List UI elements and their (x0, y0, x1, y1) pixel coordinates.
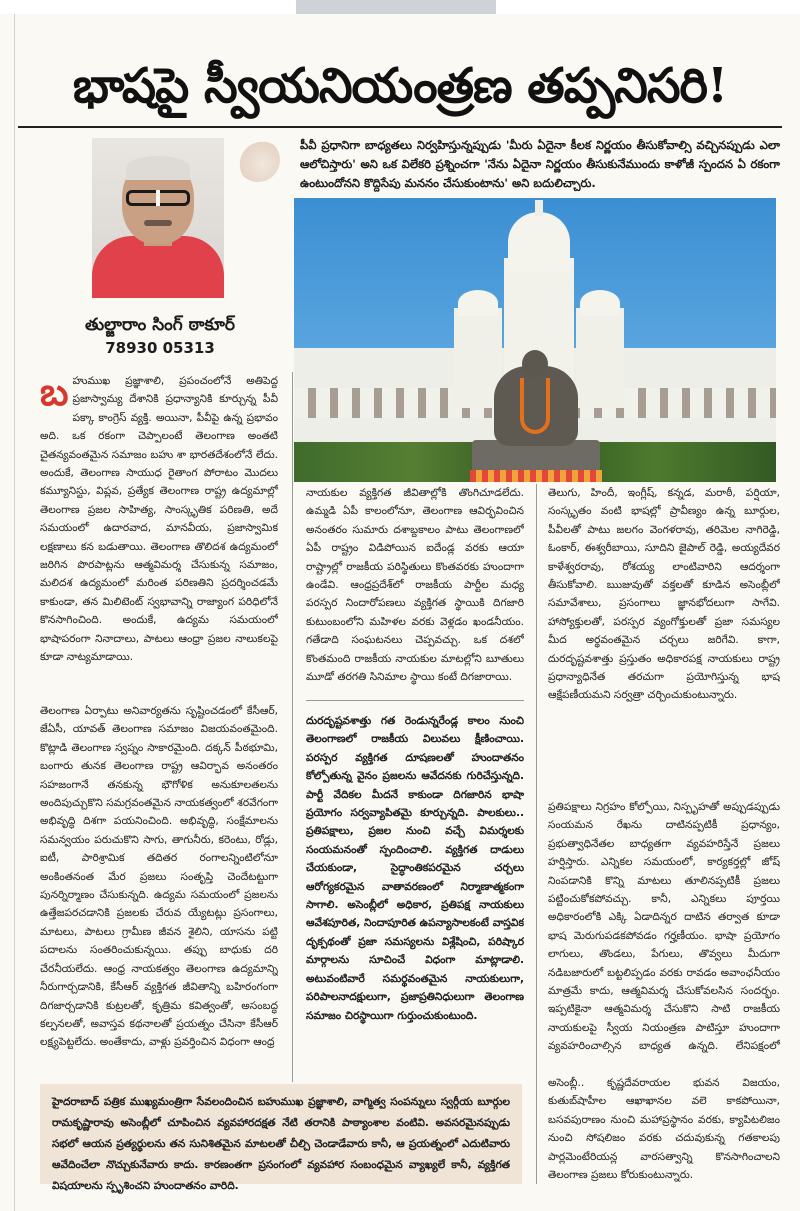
headline-rule (18, 126, 782, 128)
author-name: తుల్జారాం సింగ్ ఠాకూర్ (85, 315, 235, 335)
column-b-part2: దురదృష్టవశాత్తు గత రెండున్నరేండ్ల కాలం నుంచి తెలంగాణలో రాజకీయ విలువలు క్షీణించాయి. పరస్పర వ్యక్తిగత దూషణలతో హుందాతనం కోల్పోతున్న వైనం ప్రజలను ఆవేదనకు గురిచేస్తున్నది. పార్టీ వేదికల మీదనే కాకుండా దిగజారిన భాషా ప్రయోగం సర్వవ్యాపితమై కూర్చున్నది. పాలకులు.. ప్రతిపక్షాలు, ప్రజల నుంచి వచ్చే విమర్శలకు సంయమనంతో స్పందించాలి. వ్యక్తిగత దాడులు చేయకుండా, సైద్ధాంతికపరమైన చర్చలు ఆరోగ్యకరమైన వాతావరణంలో నిర్మాణాత్మకంగా సాగాలి. అసెంబ్లీలో అధికార, ప్రతిపక్ష నాయకులు ఆవేశపూరిత, నిందాపూరిత ఉపన్యాసాలకంటే వాస్తవిక దృక్పథంతో ప్రజా సమస్యలను విశ్లేషించి, పరిష్కార మార్గాలను సూచించే విధంగా మాట్లాడాలి. అటువంటివారే సమర్థవంతమైన నాయకులుగా, పరిపాలనాదక్షులుగా, ప్రజాప్రతినిధులుగా తెలంగాణ సమాజం చిరస్థాయిగా గుర్తుంచుకుంటుంది. (306, 715, 524, 1022)
intro-quote: పీవీ ప్రధానిగా బాధ్యతలు నిర్వహిస్తున్నప్పుడు 'మీరు ఏదైనా కీలక నిర్ణయం తీసుకోవాల్సి వచ్చినప్పుడు ఎలా ఆలోచిస్తారు' అని ఒక విలేకరి ప్రశ్నించగా 'నేను ఏదైనా నిర్ణయం తీసుకునేముందు కాళోజీ స్పందన ఏ రకంగా ఉంటుందోనని కొద్దిసేపు మననం చేసుకుంటాను' అని బదులిచ్చారు. (300, 138, 780, 190)
column-divider (292, 372, 293, 1082)
assembly-photo (294, 198, 776, 482)
column-c-part2: ప్రతిపక్షాలు నిగ్రహం కోల్పోయి, నిస్పృహతో అప్పుడప్పుడు సంయమన రేఖను దాటినప్పటికీ ప్రధాన్యం, ప్రభుత్వాధినేతల బాధ్యతగా వ్యవహరిస్తేనే ప్రజలు హర్షిస్తారు. ఎన్నికల సమయంలో, కార్యకర్తల్లో జోష్ నింపడానికి కొన్ని మాటలు తూలినప్పటికీ ప్రజలు పట్టించుకోకపోవచ్చు. కానీ, ఎన్నికలు పూర్తయి అధికారంలోకి ఎక్కి ఏడాదిన్నర దాటిన తర్వాత కూడా భాష మెరుగుపడకపోవడం గర్హణీయం. భాషా ప్రయోగం లాగులు, తొండలు, పేగులు, తొవ్వలు మీదుగా నడిబజారులో బట్టలిప్పడం వరకు రావడం అవాంఛనీయం మాత్రమే కాదు, ఆత్మవిమర్శ చేసుకోవలసిన సందర్భం. ఇప్పటికైనా ఆత్మవిమర్శ చేసుకొని సాటి రాజకీయ నాయకులపై స్వీయ నియంత్రణ పాటిస్తూ హుందాగా వ్యవహరించాల్సిన బాధ్యత ఉన్నది. లేనిపక్షంలో (548, 801, 780, 1053)
headline: భాషపై స్వీయనియంత్రణ తప్పనిసరి! (72, 58, 728, 114)
author-photo (92, 138, 224, 298)
column-c-part3: అసెంబ్లీ.. కృష్ణదేవరాయల భువన విజయం, కుతుబ్‌షాహీల ఆఖాఖానల వలె కాకపోయినా, బసవపురాణం నుంచి మహాప్రస్థానం వరకు, క్యాపిటలిజం నుంచి సోషలిజం వరకు చదువుకున్న గతకాలపు పార్లమెంటేరియన్ల వారసత్వాన్ని కొనసాగించాలని తెలంగాణ ప్రజలు కోరుకుంటున్నారు. (548, 1077, 780, 1182)
page-border (14, 14, 15, 1211)
quote-mark-icon (236, 138, 280, 182)
column-a-part1 (40, 372, 278, 674)
callout-box (40, 1084, 522, 1192)
top-bar (0, 0, 800, 14)
column-b-rule (306, 700, 524, 701)
column-b-part1: నాయకుల వ్యక్తిగత జీవితాల్లోకి తొంగిచూడలేదు. ఉమ్మడి ఏపీ కాలంలోనూ, తెలంగాణ ఆవిర్భవించిన అనంతరం సుమారు దశాబ్దకాలం పాటు తెలంగాణలో ఏపీ రాష్ట్రం విడిపోయిన ఐదేండ్ల వరకు ఆయా రాష్ట్రాల్లో రాజకీయ పరిస్థితులు కొంతవరకు హుందాగా ఉండేవి. ఆంధ్రప్రదేశ్‌లో రాజకీయ పార్టీల మధ్య పరస్పర నిందారోపణలు వ్యక్తిగత స్థాయికి దిగజారి కుటుంబంలోని మహిళల వరకు వెళ్లడం ఖండనీయం. గతేడాది సంఘటనలు చెప్పవచ్చు. ఒక దశలో కొంతమంది రాజకీయ నాయకుల మాటల్లోని బూతులు మూడో తరగతి సినిమాల స్థాయి కంటే దిగజారాయి. (306, 487, 524, 684)
author-phone: 78930 05313 (105, 339, 215, 357)
column-a-part2: తెలంగాణ ఏర్పాటు అనివార్యతను సృష్టించడంలో కేసీఆర్, జేఏసీ, యావత్ తెలంగాణ సమాజం విజయవంతమైంది. కొట్లాడి తెలంగాణ స్వప్నం సాకారమైంది. దక్కన్ పీఠభూమి, బంగారు తునక తెలంగాణ రాష్ట్ర ఆవిర్భావ అనంతరం సహజంగానే తనకున్న భౌగోళిక అనుకూలతలను అందిపుచ్చుకొని సమగ్రవంతమైన నాయకత్వంలో శరవేగంగా అభివృద్ధి దిశగా పయనించింది. అభివృద్ధి, సంక్షేమాలను సమన్వయం పరుచుకొని సాగు, తాగునీరు, కరెంటు, రోడ్లు, ఐటీ, పారిశ్రామిక తదితర రంగాలన్నింటిలోనూ అంకింతనంత మేర ప్రజలు సంతృప్తి చెందేటట్టుగా పునర్నిర్మాణం చేసుకున్నది. ఉద్యమ సమయంలో ప్రజలను ఉత్తేజపరచడానికి ప్రజలకు చేరువ య్యేటట్లు ప్రసంగాలు, మాటలు, పాటలు గ్రామీణ జీవన శైలిని, యాసను పట్టి పదాలను సంతరించుకున్నయి. తప్పు బాధుకు దరి చేరనీయలేదు. ఆంధ్ర నాయకత్వం తెలంగాణ ఉద్యమాన్ని నీరుగార్చడానికి, కేసీఆర్ వ్యక్తిగత జీవితాన్ని బహిరంగంగా దిగజార్చడానికి కుట్రలతో, కృత్రిమ కవిత్వంతో, అసంబద్ధ కల్పనలతో, అవాస్తవ కథనాలతో ప్రయత్నం చేసినా కేసీఆర్ లక్ష్యపెట్టలేదు. అంతేకాదు, వాళ్లు ప్రవర్తించిన విధంగా ఆంధ్ర (40, 705, 278, 1049)
callout-text: హైదరాబాద్ పత్రిక ముఖ్యమంత్రిగా సేవలందించిన బహుముఖ ప్రజ్ఞాశాలి, వాగ్మిత్వ సంపన్నులు స్వర్గీయ బూర్గుల రామకృష్ణారావు అసెంబ్లీలో చూపించిన వ్యవహారదక్షత నేటి తరానికి పాఠ్యాంశాల వంటివి. అవసరమైనప్పుడు సభలో ఆయన ప్రత్యర్థులను తన సునిశితమైన మాటలతో చీల్చి చెండాడేవారు కానీ, ఆ ప్రయత్నంలో ఎదుటివారు ఆవేదించేలా నొచ్చుకునేవారు కాదు. కారణంతగా ప్రసంగంలో వ్యవహార సంబంధమైన వ్యాఖ్యలే కానీ, వ్యక్తిగత విషయాలను స్పృశించని హుందాతనం వారిది. (52, 1096, 510, 1192)
top-tab (296, 0, 496, 14)
drop-cap: బ (40, 372, 69, 414)
column-c-part1: తెలుగు, హిందీ, ఇంగ్లీష్, కన్నడ, మరాఠీ, పర్షియా, సంస్కృతం వంటి భాషల్లో ప్రావీణ్యం ఉన్న బూర్గుల, పీవీలతో పాటు జలగం వెంగళరావు, తరిమెల నాగిరెడ్డి, ఓంకార్, ఈశ్వరీబాయి, సూదిని జైపాల్ రెడ్డి, అయ్యదేవర కాళేశ్వరరావు, రోశయ్య లాంటివారిని ఆదర్శంగా తీసుకోవాలి. ఋజువుతో వక్తలతో కూడిన అసెంబ్లీలో సమావేశాలు, ప్రసంగాలు జ్ఞానభోదలుగా సాగేవి. హాస్యోక్తులతో, పరస్పర వ్యంగోక్తులతో ప్రజా సమస్యల మీద అర్థవంతమైన చర్చలు జరిగేవి. కాగా, దురదృష్టవశాత్తు ప్రస్తుతం అధికారపక్ష నాయకులు రాష్ట్ర ప్రధాన్యాధినేత తరచుగా ప్రయోగిస్తున్న భాష ఆక్షేపణీయమని సర్వత్రా చర్చించుకుంటున్నారు. (548, 487, 780, 702)
column-divider (536, 484, 537, 1184)
column-a1-text: హుముఖ ప్రజ్ఞాశాలి, ప్రపంచంలోనే అతిపెద్ద ప్రజాస్వామ్య దేశానికి ప్రధాన్యానికి కూర్చున్న పీవీ పక్కా కాంగ్రెస్ వ్యక్తి. అయినా, పీవీపై ఉన్న ప్రభావం అది. ఒక రకంగా చెప్పాలంటే తెలంగాణ అంతటి చైతన్యవంతమైన సమాజం బహు శా భారతదేశంలోనే లేదు. అందుకే, తెలంగాణ సాయుధ రైతాంగ పోరాటం మొదలు కమ్యూనిస్టు, విప్లవ, ప్రత్యేక తెలంగాణ రాష్ట్ర ఉద్యమాల్లో తెలంగాణ ప్రజల సాహిత్య, సాంస్కృతిక పరిణతి, అదే సమయంలో ఉదారవాద, మానవీయ, ప్రజాస్వామిక లక్షణాలు కన బడుతాయి. తెలంగాణ తొలిదశ ఉద్యమంలో జరిగిన పొరపాట్లను ఆత్మవిమర్శ చేసుకున్న సమాజం, మలిదశ ఉద్యమంలో మరింత పరిణతిని ప్రదర్శించడమే కాకుండా, తన మిలిటెంట్ స్వభావాన్ని రాజ్యాంగ పరిధిలోనే కొనసాగించింది. అందుకే, ఉద్యమ సమయంలో భాషాపరంగా నినాదాలు, పాటలు ఆంధ్రా ప్రజల నాలుకలపై కూడా నాట్యమాడాయి. (40, 375, 278, 664)
